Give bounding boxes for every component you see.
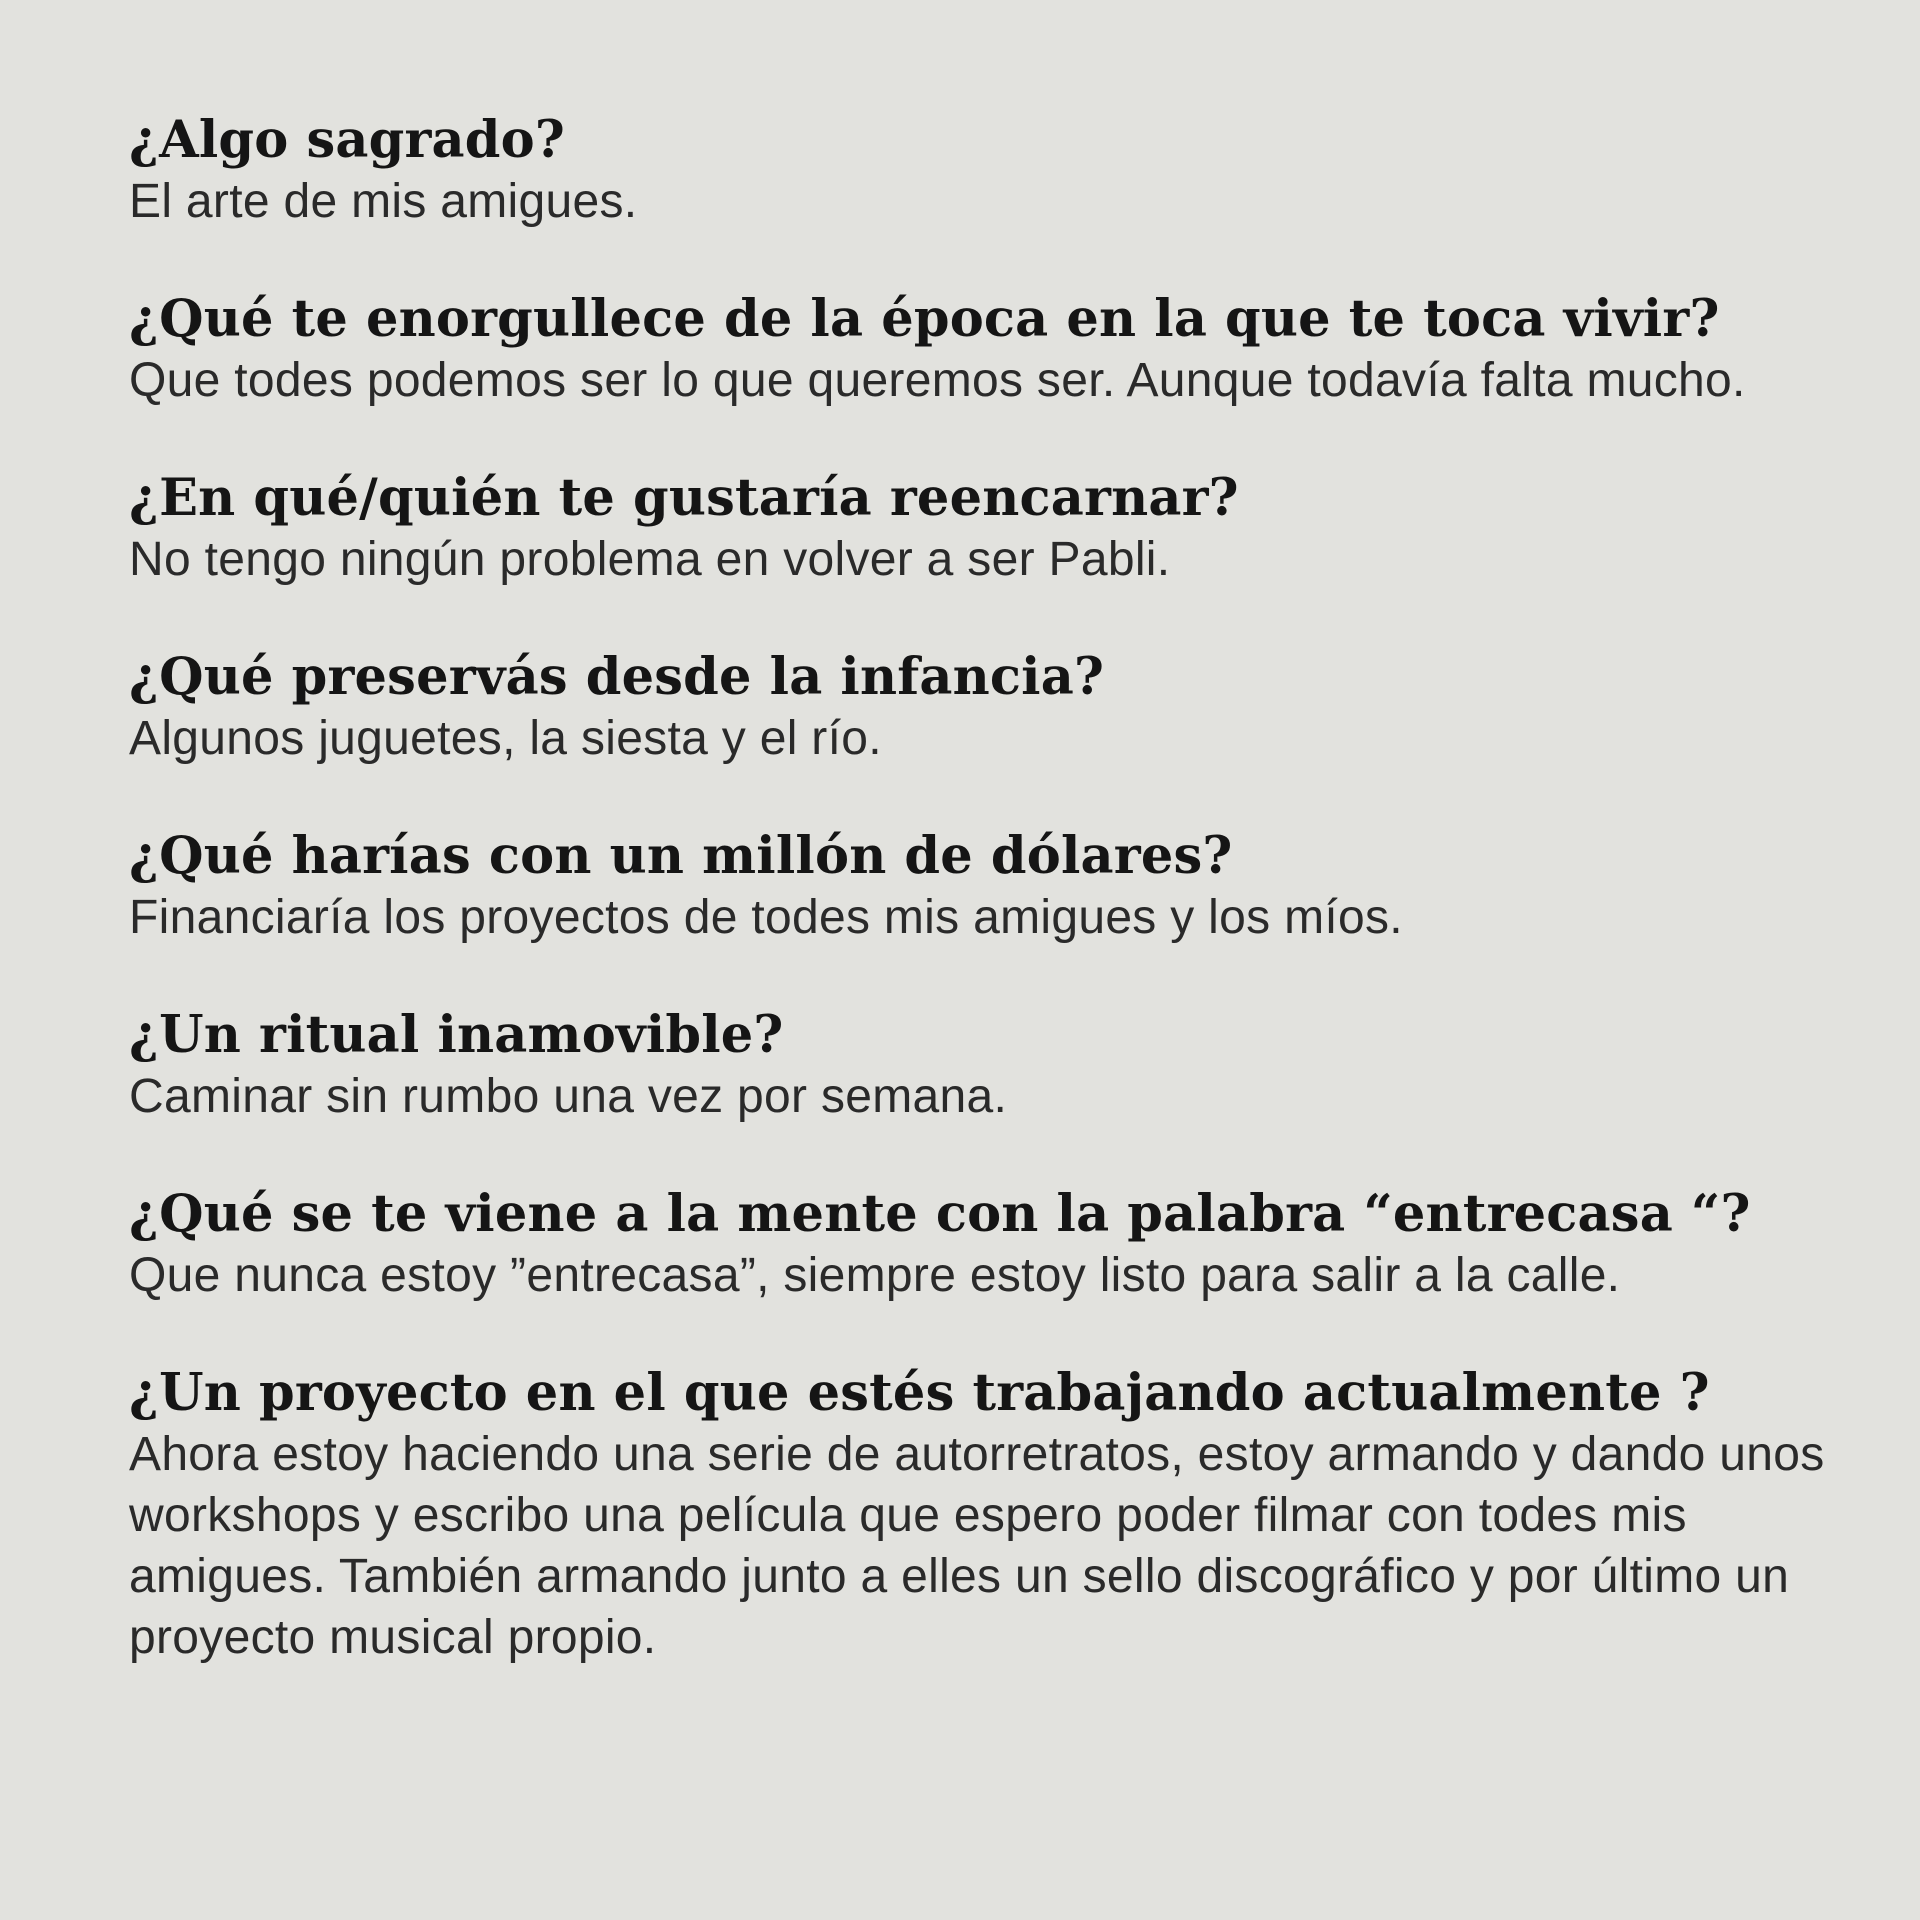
- answer-text: Ahora estoy haciendo una serie de autorretratos, estoy armando y dando unos workshops y escribo una película que espero poder filmar con todes mis amigues. También armando junto a elles un sello discográfico y por último un proyecto musical propio.: [129, 1428, 1825, 1664]
- answer-text: El arte de mis amigues.: [129, 175, 638, 228]
- question-heading: ¿Qué harías con un millón de dólares?: [129, 826, 1233, 886]
- interview-qa-page: [129, 110, 1829, 1668]
- answer-text: Caminar sin rumbo una vez por semana.: [129, 1070, 1008, 1123]
- question-heading: ¿Qué preservás desde la infancia?: [129, 647, 1105, 707]
- answer-text: Que todes podemos ser lo que queremos ser. Aunque todavía falta mucho.: [129, 354, 1746, 407]
- qa-item-current-project: [129, 1363, 1829, 1668]
- question-heading: ¿Un ritual inamovible?: [129, 1005, 784, 1065]
- question-heading: ¿Algo sagrado?: [129, 110, 565, 170]
- answer-text: Financiaría los proyectos de todes mis amigues y los míos.: [129, 891, 1403, 944]
- answer-text: Algunos juguetes, la siesta y el río.: [129, 712, 882, 765]
- question-heading: ¿Qué se te viene a la mente con la palabra “entrecasa “?: [129, 1184, 1751, 1244]
- qa-item-ritual: [129, 1005, 1829, 1127]
- question-heading: ¿Un proyecto en el que estés trabajando actualmente ?: [129, 1363, 1710, 1423]
- answer-text: Que nunca estoy ”entrecasa”, siempre estoy listo para salir a la calle.: [129, 1249, 1621, 1302]
- question-heading: ¿En qué/quién te gustaría reencarnar?: [129, 468, 1239, 528]
- qa-item-million-dollars: [129, 826, 1829, 948]
- qa-item-sacred: [129, 110, 1829, 232]
- qa-item-childhood: [129, 647, 1829, 769]
- qa-item-proud-era: [129, 289, 1829, 411]
- question-heading: ¿Qué te enorgullece de la época en la que te toca vivir?: [129, 289, 1720, 349]
- answer-text: No tengo ningún problema en volver a ser Pabli.: [129, 533, 1171, 586]
- qa-item-entrecasa: [129, 1184, 1829, 1306]
- qa-item-reincarnate: [129, 468, 1829, 590]
